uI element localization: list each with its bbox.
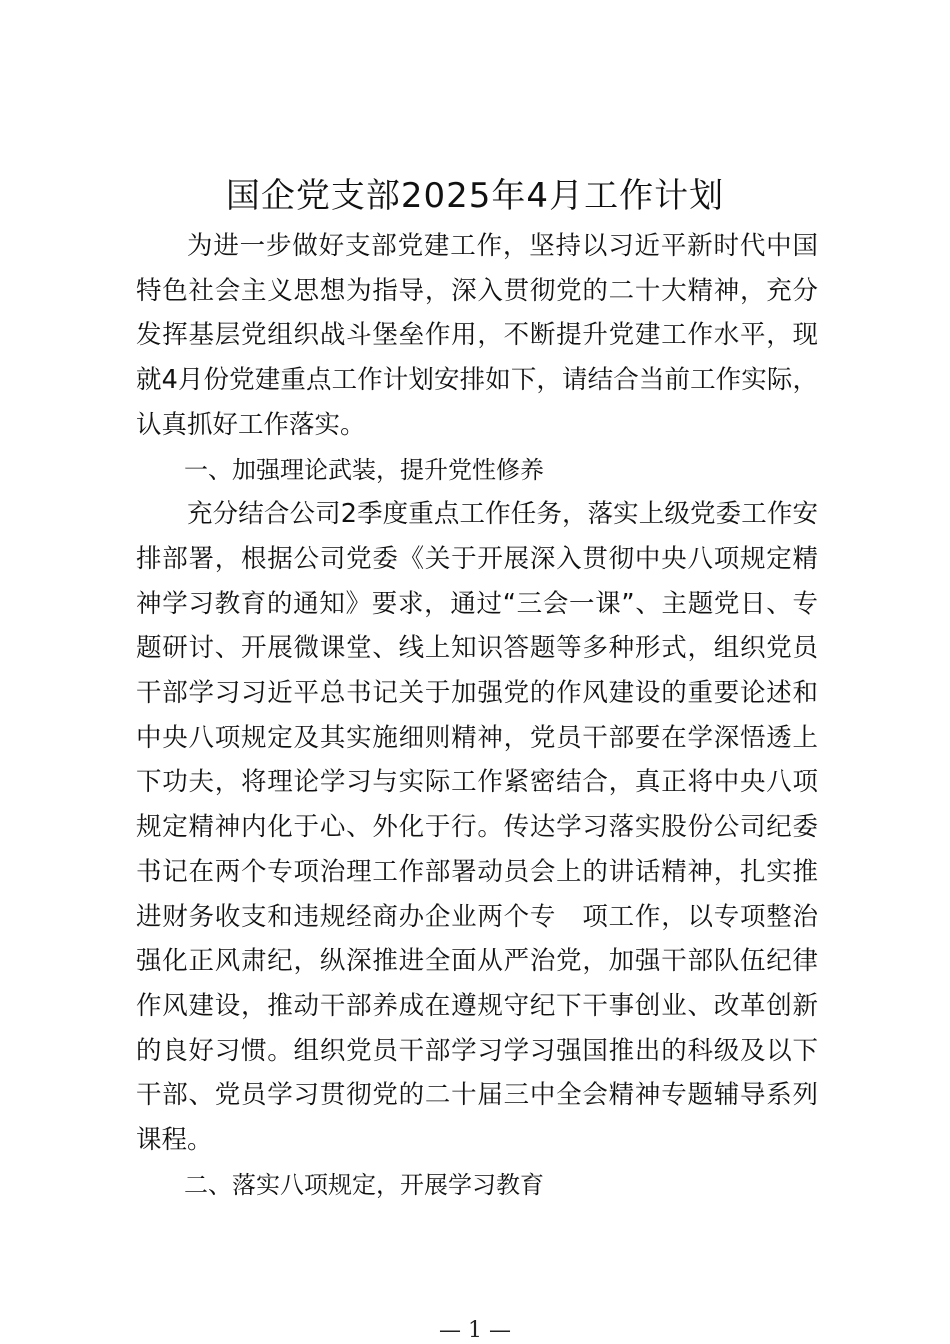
section-heading-2: 二、落实八项规定，开展学习教育 (184, 1170, 544, 1199)
document-title: 国企党支部2025年4月工作计划 (225, 176, 725, 216)
section-heading-1: 一、加强理论武装，提升党性修养 (184, 455, 544, 484)
section-body-1: 充分结合公司2季度重点工作任务，落实上级党委工作安排部署，根据公司党委《关于开展深入贯彻中央八项规定精神学习教育的通知》要求，通过“三会一课”、主题党日、专题研讨、开展微课堂、线上知识答题等多种形式，组织党员干部学习习近平总书记关于加强党的作风建设的重要论述和中央八项规定及其实施细则精神，党员干部要在学深悟透上下功夫，将理论学习与实际工作紧密结合，真正将中央八项规定精神内化于心、外化于行。传达学习落实股份公司纪委书记在两个专项治理工作部署动员会上的讲话精神，扎实推进财务收支和违规经商办企业两个专 项工作，以专项整治强化正风肃纪，纵深推进全面从严治党，加强干部队伍纪律作风建设，推动干部养成在遵规守纪下干事创业、改革创新的良好习惯。组织党员干部学习学习强国推出的科级及以下干部、党员学习贯彻党的二十届三中全会精神专题辅导系列课程。 (136, 499, 818, 1156)
document-body (136, 224, 818, 1207)
page-number: — 1 — (439, 1318, 511, 1343)
intro-paragraph: 为进一步做好支部党建工作，坚持以习近平新时代中国特色社会主义思想为指导，深入贯彻党的二十大精神，充分发挥基层党组织战斗堡垒作用，不断提升党建工作水平，现就4月份党建重点工作计划安排如下，请结合当前工作实际，认真抓好工作落实。 (136, 231, 818, 440)
